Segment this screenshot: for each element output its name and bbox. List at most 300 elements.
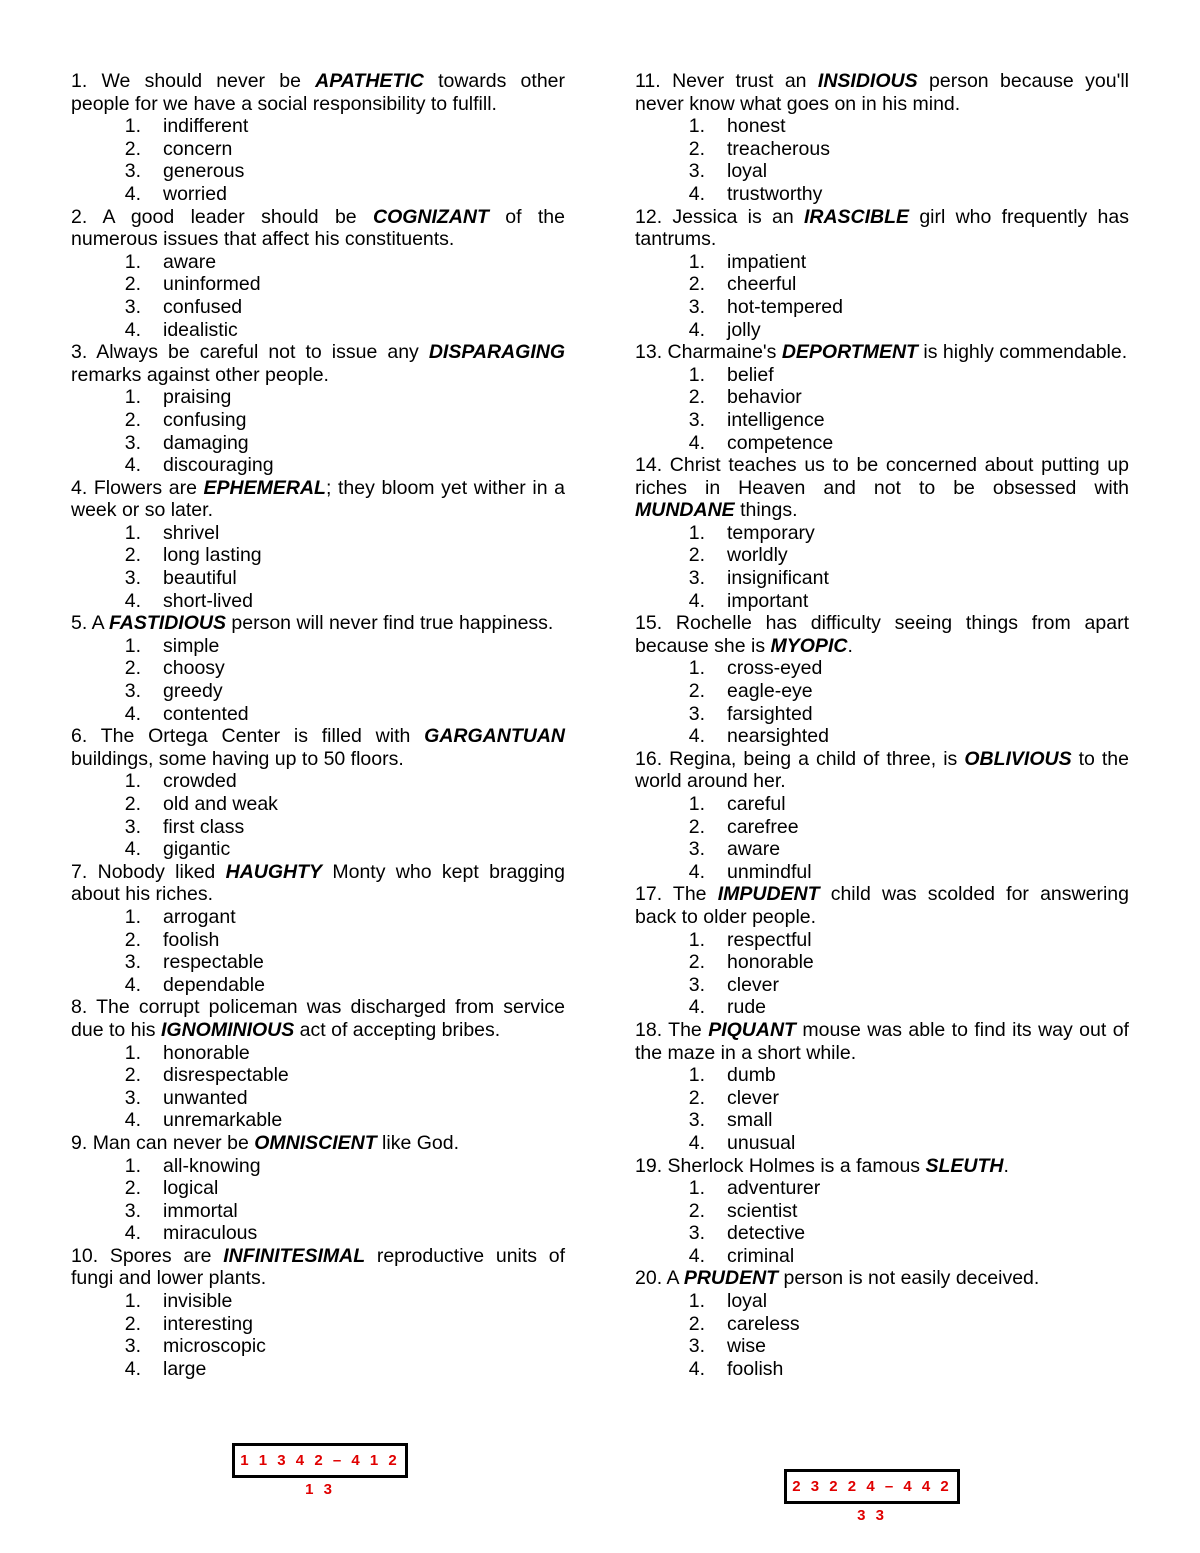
choice-item bbox=[635, 432, 1129, 455]
choice-label: loyal bbox=[727, 160, 768, 183]
choice-label: nearsighted bbox=[727, 725, 829, 748]
choice-item bbox=[635, 929, 1129, 952]
choice-label: loyal bbox=[727, 1290, 768, 1313]
choice-number: 2. bbox=[124, 793, 141, 815]
choice-number: 2. bbox=[124, 544, 141, 567]
question-item bbox=[71, 70, 565, 206]
choice-item bbox=[71, 1200, 565, 1223]
question-stem bbox=[635, 1155, 1129, 1178]
choice-item bbox=[635, 974, 1129, 997]
choice-number: 1. bbox=[688, 1290, 705, 1313]
question-stem bbox=[71, 477, 565, 522]
question-number: 12. bbox=[635, 205, 663, 228]
choice-label: competence bbox=[727, 431, 834, 454]
choice-item bbox=[71, 319, 565, 342]
choice-item bbox=[635, 273, 1129, 296]
choice-list bbox=[71, 1290, 565, 1380]
choice-number: 3. bbox=[688, 1109, 705, 1132]
vocabulary-word: EPHEMERAL bbox=[203, 476, 326, 499]
choice-number: 4. bbox=[688, 860, 705, 883]
answer-key-left: 1 1 3 4 2 – 4 1 2 1 3 bbox=[232, 1443, 408, 1478]
choice-label: detective bbox=[727, 1222, 806, 1245]
choice-label: clever bbox=[727, 1086, 780, 1109]
choice-list bbox=[635, 929, 1129, 1019]
choice-number: 3. bbox=[688, 1222, 705, 1245]
choice-number: 2. bbox=[688, 273, 705, 296]
choice-label: damaging bbox=[163, 431, 249, 454]
choice-item bbox=[635, 251, 1129, 274]
choice-label: cheerful bbox=[727, 273, 797, 296]
choice-item bbox=[71, 590, 565, 613]
question-item bbox=[635, 1267, 1129, 1380]
question-stem bbox=[71, 1132, 565, 1155]
choice-number: 1. bbox=[688, 1064, 705, 1087]
vocabulary-word: IMPUDENT bbox=[717, 883, 820, 906]
question-item bbox=[635, 206, 1129, 342]
choice-item bbox=[635, 1358, 1129, 1381]
question-item bbox=[71, 1132, 565, 1245]
choice-list bbox=[635, 1064, 1129, 1154]
choice-label: adventurer bbox=[727, 1177, 821, 1200]
vocabulary-word: GARGANTUAN bbox=[424, 725, 565, 748]
question-item bbox=[635, 612, 1129, 748]
choice-label: small bbox=[727, 1109, 773, 1132]
question-item bbox=[635, 70, 1129, 206]
choice-item bbox=[71, 657, 565, 680]
question-text-before: Christ teaches us to be concerned about putting up riches in Heaven and not to be obsessed with bbox=[635, 454, 1129, 499]
choice-number: 4. bbox=[124, 1357, 141, 1380]
question-item bbox=[71, 341, 565, 477]
choice-label: invisible bbox=[163, 1290, 233, 1313]
choice-number: 1. bbox=[124, 1154, 141, 1177]
choice-item bbox=[635, 680, 1129, 703]
choice-item bbox=[71, 1064, 565, 1087]
question-text-after: is highly commendable. bbox=[917, 341, 1128, 364]
choice-label: farsighted bbox=[727, 702, 813, 725]
choice-label: beautiful bbox=[163, 567, 237, 590]
choice-label: crowded bbox=[163, 770, 237, 793]
question-text-after: towards other people for we have a social responsibility to fulfill. bbox=[71, 70, 566, 115]
choice-number: 3. bbox=[688, 567, 705, 590]
choice-label: uninformed bbox=[163, 273, 261, 296]
vocabulary-word: INSIDIOUS bbox=[817, 70, 918, 92]
choice-list bbox=[71, 635, 565, 725]
choice-label: choosy bbox=[163, 657, 225, 680]
choice-label: impatient bbox=[727, 250, 807, 273]
question-stem bbox=[71, 206, 565, 251]
choice-label: respectable bbox=[163, 951, 264, 974]
choice-label: cross-eyed bbox=[727, 657, 823, 680]
choice-number: 4. bbox=[124, 318, 141, 341]
choice-label: clever bbox=[727, 973, 780, 996]
question-text-after: buildings, some having up to 50 floors. bbox=[71, 747, 404, 770]
choice-number: 1. bbox=[688, 793, 705, 815]
choice-number: 1. bbox=[688, 521, 705, 544]
choice-item bbox=[71, 544, 565, 567]
question-number: 9. bbox=[71, 1131, 88, 1154]
choice-label: criminal bbox=[727, 1244, 795, 1267]
choice-item bbox=[635, 1245, 1129, 1268]
choice-item bbox=[71, 386, 565, 409]
choice-item bbox=[71, 409, 565, 432]
choice-item bbox=[71, 138, 565, 161]
question-text-after: reproductive units of fungi and lower plants. bbox=[71, 1244, 566, 1290]
question-text-after: to the world around her. bbox=[635, 747, 1129, 793]
question-number: 15. bbox=[635, 612, 663, 635]
choice-number: 1. bbox=[124, 634, 141, 657]
question-stem bbox=[71, 70, 565, 115]
vocabulary-word: PRUDENT bbox=[683, 1267, 779, 1290]
choice-number: 4. bbox=[688, 1357, 705, 1380]
choice-list bbox=[71, 115, 565, 205]
question-number: 3. bbox=[71, 341, 88, 364]
choice-number: 2. bbox=[688, 951, 705, 974]
choice-label: worried bbox=[163, 182, 227, 205]
choice-item bbox=[71, 838, 565, 861]
choice-number: 4. bbox=[688, 589, 705, 612]
choice-number: 2. bbox=[124, 137, 141, 160]
choice-number: 4. bbox=[688, 1131, 705, 1154]
question-number: 20. bbox=[635, 1267, 663, 1290]
question-number: 13. bbox=[635, 341, 663, 364]
question-text-after: like God. bbox=[376, 1131, 459, 1154]
choice-item bbox=[635, 544, 1129, 567]
choice-item bbox=[71, 1222, 565, 1245]
choice-label: trustworthy bbox=[727, 182, 823, 205]
choice-item bbox=[635, 1177, 1129, 1200]
choice-label: careful bbox=[727, 793, 786, 815]
question-number: 8. bbox=[71, 996, 88, 1019]
choice-item bbox=[635, 1132, 1129, 1155]
question-number: 19. bbox=[635, 1154, 663, 1177]
choice-label: unusual bbox=[727, 1131, 796, 1154]
choice-number: 3. bbox=[124, 295, 141, 318]
choice-number: 1. bbox=[124, 250, 141, 273]
vocabulary-word: INFINITESIMAL bbox=[223, 1244, 366, 1267]
choice-label: dependable bbox=[163, 973, 265, 996]
choice-label: respectful bbox=[727, 928, 812, 951]
vocabulary-word: OMNISCIENT bbox=[254, 1131, 377, 1154]
choice-number: 3. bbox=[688, 160, 705, 183]
choice-number: 4. bbox=[124, 702, 141, 725]
choice-number: 3. bbox=[688, 702, 705, 725]
question-number: 5. bbox=[71, 612, 88, 635]
choice-label: large bbox=[163, 1357, 207, 1380]
question-stem bbox=[635, 341, 1129, 364]
choice-label: dumb bbox=[727, 1064, 776, 1087]
choice-list bbox=[71, 906, 565, 996]
question-text-after: person is not easily deceived. bbox=[778, 1267, 1040, 1290]
choice-number: 1. bbox=[124, 1041, 141, 1064]
choice-number: 2. bbox=[688, 1199, 705, 1222]
question-item bbox=[635, 883, 1129, 1019]
choice-number: 1. bbox=[688, 115, 705, 138]
choice-number: 1. bbox=[124, 386, 141, 409]
question-text-after: things. bbox=[734, 499, 798, 522]
choice-item bbox=[71, 974, 565, 997]
choice-item bbox=[635, 522, 1129, 545]
question-text-after: girl who frequently has tantrums. bbox=[635, 205, 1129, 251]
left-question-column bbox=[71, 70, 565, 1380]
question-number: 7. bbox=[71, 860, 88, 883]
choice-number: 4. bbox=[688, 318, 705, 341]
choice-item bbox=[71, 1109, 565, 1132]
choice-label: confused bbox=[163, 295, 243, 318]
question-text-after: Monty who kept bragging about his riches. bbox=[71, 860, 565, 906]
right-question-column bbox=[635, 70, 1129, 1380]
choice-item bbox=[71, 635, 565, 658]
choice-label: unremarkable bbox=[163, 1109, 283, 1132]
question-stem bbox=[71, 725, 565, 770]
question-text-after: person will never find true happiness. bbox=[225, 612, 554, 635]
choice-number: 1. bbox=[124, 521, 141, 544]
choice-number: 3. bbox=[688, 973, 705, 996]
question-item bbox=[71, 477, 565, 613]
question-item bbox=[635, 454, 1129, 612]
choice-item bbox=[635, 1335, 1129, 1358]
question-item bbox=[635, 341, 1129, 454]
question-item bbox=[635, 1155, 1129, 1268]
choice-label: rude bbox=[727, 996, 767, 1019]
choice-number: 1. bbox=[688, 1177, 705, 1200]
choice-number: 3. bbox=[688, 408, 705, 431]
question-number: 16. bbox=[635, 747, 663, 770]
choice-item bbox=[635, 703, 1129, 726]
choice-item bbox=[71, 680, 565, 703]
question-stem bbox=[635, 70, 1129, 115]
question-number: 10. bbox=[71, 1244, 99, 1267]
choice-number: 1. bbox=[688, 250, 705, 273]
question-text-before: The bbox=[668, 1018, 709, 1041]
vocabulary-word: COGNIZANT bbox=[373, 205, 489, 228]
choice-item bbox=[71, 1290, 565, 1313]
choice-label: worldly bbox=[727, 544, 788, 567]
choice-item bbox=[71, 273, 565, 296]
choice-item bbox=[635, 793, 1129, 816]
choice-item bbox=[635, 590, 1129, 613]
choice-item bbox=[635, 1087, 1129, 1110]
question-number: 2. bbox=[71, 205, 88, 228]
question-text-before: We should never be bbox=[101, 70, 316, 92]
choice-number: 3. bbox=[124, 815, 141, 838]
choice-item bbox=[71, 1313, 565, 1336]
choice-number: 3. bbox=[688, 838, 705, 861]
choice-item bbox=[635, 319, 1129, 342]
question-number: 17. bbox=[635, 883, 663, 906]
choice-label: temporary bbox=[727, 521, 815, 544]
question-text-before: Always be careful not to issue any bbox=[96, 341, 429, 364]
choice-label: honorable bbox=[163, 1041, 250, 1064]
choice-label: unmindful bbox=[727, 860, 812, 883]
question-number: 4. bbox=[71, 476, 88, 499]
choice-item bbox=[71, 160, 565, 183]
choice-number: 4. bbox=[124, 1109, 141, 1132]
question-number: 1. bbox=[71, 70, 88, 92]
choice-label: wise bbox=[727, 1335, 767, 1358]
choice-number: 4. bbox=[124, 838, 141, 861]
choice-item bbox=[635, 409, 1129, 432]
choice-number: 4. bbox=[124, 589, 141, 612]
choice-item bbox=[635, 1064, 1129, 1087]
choice-item bbox=[71, 793, 565, 816]
choice-label: aware bbox=[727, 838, 781, 861]
choice-item bbox=[71, 1087, 565, 1110]
choice-list bbox=[71, 251, 565, 341]
choice-label: logical bbox=[163, 1177, 219, 1200]
choice-list bbox=[71, 1155, 565, 1245]
choice-number: 2. bbox=[124, 1064, 141, 1087]
choice-number: 2. bbox=[124, 408, 141, 431]
question-text-after: mouse was able to find its way out of the maze in a short while. bbox=[635, 1018, 1129, 1064]
choice-number: 2. bbox=[688, 1312, 705, 1335]
question-item bbox=[71, 861, 565, 997]
choice-label: praising bbox=[163, 386, 232, 409]
question-item bbox=[71, 612, 565, 725]
vocabulary-word: FASTIDIOUS bbox=[108, 612, 226, 635]
choice-item bbox=[71, 816, 565, 839]
vocabulary-word: DEPORTMENT bbox=[781, 341, 918, 364]
vocabulary-word: DISPARAGING bbox=[428, 341, 565, 364]
choice-list bbox=[635, 251, 1129, 341]
choice-number: 1. bbox=[124, 1290, 141, 1313]
question-stem bbox=[635, 612, 1129, 657]
vocabulary-word: IRASCIBLE bbox=[803, 205, 910, 228]
choice-label: insignificant bbox=[727, 567, 829, 590]
choice-number: 2. bbox=[124, 657, 141, 680]
question-text-before: A good leader should be bbox=[102, 205, 373, 228]
choice-item bbox=[71, 567, 565, 590]
question-text-before: Charmaine's bbox=[667, 341, 782, 364]
choice-item bbox=[635, 725, 1129, 748]
question-stem bbox=[71, 996, 565, 1041]
choice-label: careless bbox=[727, 1312, 800, 1335]
choice-number: 3. bbox=[124, 431, 141, 454]
choice-list bbox=[635, 364, 1129, 454]
choice-label: interesting bbox=[163, 1312, 253, 1335]
answer-key-right: 2 3 2 2 4 – 4 4 2 3 3 bbox=[784, 1469, 960, 1504]
question-text-before: The corrupt policeman was discharged from service due to his bbox=[71, 996, 565, 1041]
choice-number: 1. bbox=[688, 928, 705, 951]
choice-label: shrivel bbox=[163, 521, 220, 544]
question-text-before: The Ortega Center is filled with bbox=[100, 725, 425, 748]
question-text-before: A bbox=[666, 1267, 684, 1290]
choice-list bbox=[635, 115, 1129, 205]
choice-label: honest bbox=[727, 115, 786, 138]
choice-label: honorable bbox=[727, 951, 814, 974]
choice-label: intelligence bbox=[727, 408, 825, 431]
choice-number: 1. bbox=[688, 363, 705, 386]
choice-number: 3. bbox=[124, 680, 141, 703]
choice-label: concern bbox=[163, 137, 233, 160]
choice-number: 2. bbox=[688, 544, 705, 567]
choice-item bbox=[635, 567, 1129, 590]
choice-item bbox=[71, 115, 565, 138]
question-item bbox=[635, 1019, 1129, 1155]
question-text-before: The bbox=[672, 883, 718, 906]
choice-label: important bbox=[727, 589, 809, 612]
choice-label: carefree bbox=[727, 815, 799, 838]
choice-number: 4. bbox=[688, 996, 705, 1019]
choice-item bbox=[71, 1155, 565, 1178]
choice-item bbox=[635, 364, 1129, 387]
choice-number: 3. bbox=[124, 951, 141, 974]
question-item bbox=[71, 996, 565, 1132]
question-text-after: of the numerous issues that affect his constituents. bbox=[71, 205, 565, 251]
choice-label: idealistic bbox=[163, 318, 238, 341]
vocabulary-word: APATHETIC bbox=[315, 70, 424, 92]
question-text-before: Rochelle has difficulty seeing things from apart because she is bbox=[635, 612, 1129, 657]
choice-label: all-knowing bbox=[163, 1154, 261, 1177]
question-text-after: remarks against other people. bbox=[71, 363, 329, 386]
choice-item bbox=[71, 1177, 565, 1200]
choice-item bbox=[635, 1313, 1129, 1336]
choice-number: 1. bbox=[124, 115, 141, 138]
choice-number: 3. bbox=[688, 295, 705, 318]
question-text-before: Spores are bbox=[109, 1244, 224, 1267]
choice-label: belief bbox=[727, 363, 774, 386]
choice-item bbox=[71, 296, 565, 319]
choice-number: 3. bbox=[688, 1335, 705, 1358]
question-text-after: . bbox=[847, 634, 853, 657]
choice-item bbox=[635, 296, 1129, 319]
choice-number: 4. bbox=[688, 725, 705, 748]
vocabulary-word: OBLIVIOUS bbox=[964, 747, 1072, 770]
question-stem bbox=[71, 861, 565, 906]
choice-item bbox=[71, 251, 565, 274]
question-number: 6. bbox=[71, 725, 88, 748]
choice-item bbox=[71, 703, 565, 726]
choice-item bbox=[71, 951, 565, 974]
choice-number: 2. bbox=[688, 680, 705, 703]
question-stem bbox=[635, 1019, 1129, 1064]
choice-list bbox=[635, 1177, 1129, 1267]
choice-item bbox=[635, 1222, 1129, 1245]
choice-label: scientist bbox=[727, 1199, 798, 1222]
choice-label: disrespectable bbox=[163, 1064, 289, 1087]
choice-label: treacherous bbox=[727, 137, 830, 160]
choice-item bbox=[71, 906, 565, 929]
choice-list bbox=[635, 1290, 1129, 1380]
choice-list bbox=[635, 657, 1129, 747]
choice-label: simple bbox=[163, 634, 220, 657]
choice-item bbox=[635, 816, 1129, 839]
choice-item bbox=[71, 1042, 565, 1065]
question-text-after: . bbox=[1003, 1154, 1009, 1177]
question-stem bbox=[635, 454, 1129, 522]
question-item bbox=[635, 748, 1129, 884]
choice-label: gigantic bbox=[163, 838, 231, 861]
choice-number: 2. bbox=[124, 273, 141, 296]
choice-number: 4. bbox=[688, 1244, 705, 1267]
choice-item bbox=[71, 1358, 565, 1381]
choice-label: immortal bbox=[163, 1199, 238, 1222]
choice-number: 3. bbox=[124, 1335, 141, 1358]
choice-item bbox=[71, 522, 565, 545]
choice-number: 1. bbox=[688, 657, 705, 680]
choice-label: foolish bbox=[727, 1357, 784, 1380]
choice-item bbox=[635, 160, 1129, 183]
choice-list bbox=[635, 522, 1129, 612]
choice-label: discouraging bbox=[163, 454, 274, 477]
choice-number: 3. bbox=[124, 567, 141, 590]
question-stem bbox=[71, 1245, 565, 1290]
question-text-after: child was scolded for answering back to older people. bbox=[635, 883, 1129, 928]
question-stem bbox=[635, 206, 1129, 251]
choice-label: eagle-eye bbox=[727, 680, 813, 703]
question-item bbox=[71, 725, 565, 861]
choice-number: 3. bbox=[124, 1199, 141, 1222]
choice-number: 4. bbox=[688, 182, 705, 205]
